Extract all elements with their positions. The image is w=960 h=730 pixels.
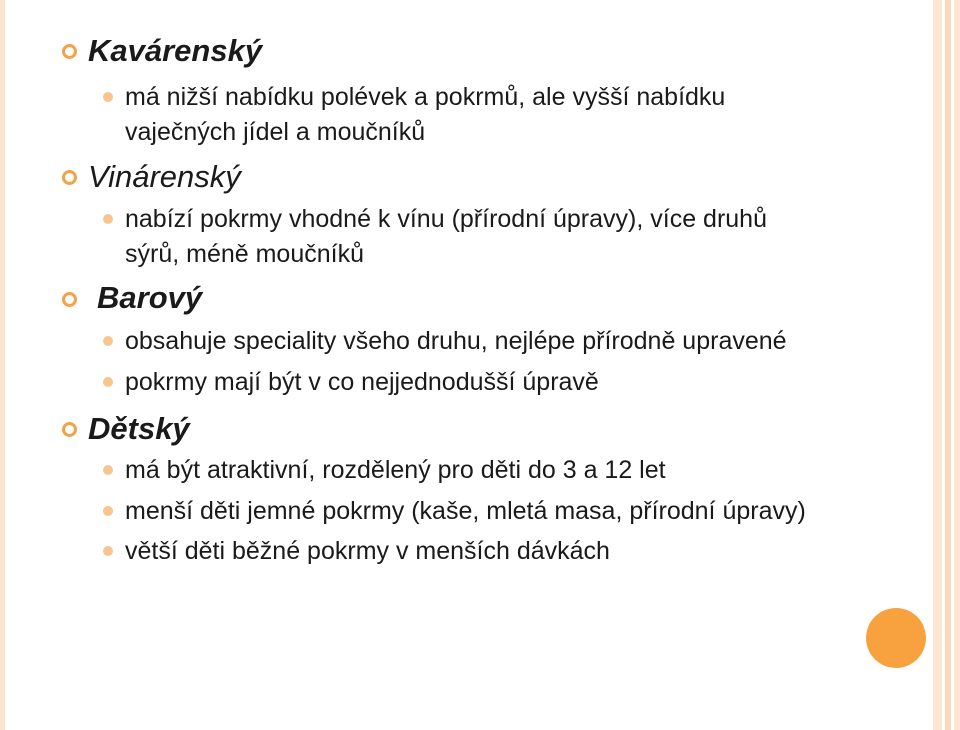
ring-bullet-icon [62, 170, 77, 185]
item-line: sýrů, méně moučníků [125, 240, 364, 268]
item-line: má být atraktivní, rozdělený pro děti do 3 a 12 let [125, 456, 666, 484]
right-decorative-stripes [930, 0, 960, 730]
dot-bullet-icon [103, 214, 113, 224]
dot-bullet-icon [103, 92, 113, 102]
ring-bullet-icon [62, 292, 77, 307]
orange-circle [866, 608, 926, 668]
section-heading-kavarensky: Kavárenský [88, 33, 263, 68]
section-heading-vinarensky: Vinárenský [88, 159, 241, 194]
dot-bullet-icon [103, 465, 113, 475]
section-heading-barovy: Barový [97, 280, 203, 315]
item-line: nabízí pokrmy vhodné k vínu (přírodní úpravy), více druhů [125, 205, 767, 233]
list-item [125, 534, 915, 569]
list-item [125, 494, 915, 529]
item-line: obsahuje speciality všeho druhu, nejlépe přírodně upravené [125, 327, 787, 355]
dot-bullet-icon [103, 506, 113, 516]
dot-bullet-icon [103, 336, 113, 346]
item-line: menší děti jemné pokrmy (kaše, mletá masa, přírodní úpravy) [125, 497, 806, 525]
dot-bullet-icon [103, 546, 113, 556]
ring-bullet-icon [62, 422, 77, 437]
item-line: pokrmy mají být v co nejjednodušší úpravě [125, 368, 599, 396]
item-line: má nižší nabídku polévek a pokrmů, ale vyšší nabídku [125, 83, 726, 111]
list-item [125, 365, 915, 400]
section-heading-detsky: Dětský [88, 411, 190, 446]
list-item [125, 202, 915, 272]
list-item [125, 324, 915, 359]
dot-bullet-icon [103, 377, 113, 387]
list-item [125, 80, 915, 150]
item-line: větší děti běžné pokrmy v menších dávkách [125, 537, 610, 565]
item-line: vaječných jídel a moučníků [125, 118, 426, 146]
list-item [125, 453, 915, 488]
ring-bullet-icon [62, 44, 77, 59]
